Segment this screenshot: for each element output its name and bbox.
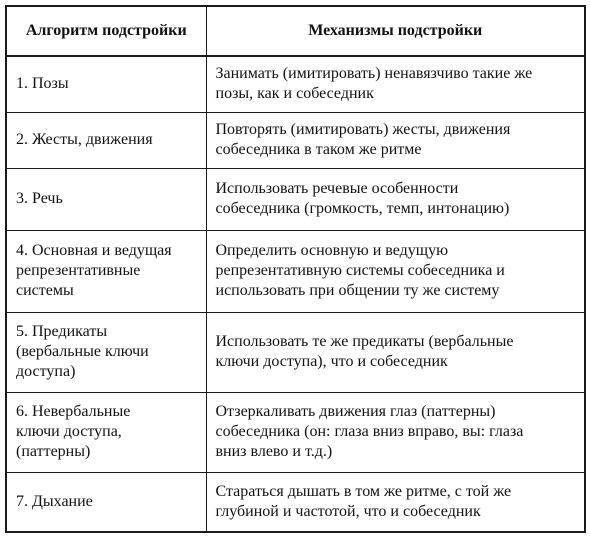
algorithm-line: (паттерны)	[16, 443, 91, 460]
algorithm-cell	[6, 112, 206, 168]
mechanism-cell	[206, 472, 585, 532]
table-row	[6, 168, 585, 230]
mechanism-cell	[206, 230, 585, 312]
mechanism-line: Определить основную и ведущую	[215, 242, 449, 259]
mechanism-line: собеседника (он: глаза вниз вправо, вы: глаза	[215, 423, 524, 440]
algorithm-line: (вербальные ключи	[16, 343, 149, 360]
algorithm-cell	[6, 392, 206, 472]
algorithm-cell	[6, 230, 206, 312]
mechanism-line: глубиной и частотой, что и собеседник	[215, 502, 481, 520]
table-row	[6, 392, 585, 472]
header-algorithm: Алгоритм подстройки	[6, 6, 206, 56]
header-row	[6, 6, 585, 56]
mechanism-cell	[206, 168, 585, 230]
algorithm-cell	[6, 312, 206, 392]
mechanism-line: Повторять (имитировать) жесты, движения	[215, 121, 511, 138]
algorithm-line: 4. Основная и ведущая	[16, 242, 172, 259]
mechanism-line: репрезентативную системы собеседника и	[215, 262, 505, 279]
table-row	[6, 312, 585, 392]
table-row	[6, 56, 585, 112]
mechanism-line: Использовать те же предикаты (вербальные	[215, 333, 514, 350]
mechanism-line: позы, как и собеседник	[215, 85, 374, 103]
mechanism-cell	[206, 312, 585, 392]
mechanism-line: собеседника (громкость, темп, интонацию)	[215, 200, 510, 217]
mechanism-line: Использовать речевые особенности	[215, 180, 459, 197]
mechanism-line: ключи доступа), что и собеседник	[215, 353, 448, 370]
algorithm-line: ключи доступа,	[16, 423, 122, 440]
algorithm-cell	[6, 472, 206, 532]
table-row	[6, 112, 585, 168]
tuning-table	[5, 5, 586, 533]
algorithm-line: 3. Речь	[16, 190, 63, 207]
algorithm-line: 5. Предикаты	[16, 323, 108, 340]
algorithm-line: 1. Позы	[16, 75, 69, 93]
mechanism-line: Стараться дышать в том же ритме, с той же	[215, 482, 512, 500]
algorithm-line: 7. Дыхание	[16, 492, 93, 510]
mechanism-cell	[206, 56, 585, 112]
mechanism-line: собеседника в таком же ритме	[215, 141, 422, 158]
table-row	[6, 472, 585, 532]
algorithm-line: системы	[16, 282, 74, 299]
table-row	[6, 230, 585, 312]
algorithm-line: доступа)	[16, 363, 76, 380]
algorithm-line: 2. Жесты, движения	[16, 131, 153, 148]
mechanism-cell	[206, 112, 585, 168]
algorithm-line: 6. Невербальные	[16, 403, 131, 420]
algorithm-cell	[6, 168, 206, 230]
algorithm-line: репрезентативные	[16, 262, 141, 279]
algorithm-cell	[6, 56, 206, 112]
mechanism-cell	[206, 392, 585, 472]
mechanism-line: вниз влево и т.д.)	[215, 443, 333, 460]
mechanism-line: Отзеркаливать движения глаз (паттерны)	[215, 403, 496, 420]
header-mechanism: Механизмы подстройки	[206, 6, 585, 56]
mechanism-line: Занимать (имитировать) ненавязчиво такие же	[215, 65, 533, 83]
mechanism-line: использовать при общении ту же систему	[215, 282, 500, 299]
